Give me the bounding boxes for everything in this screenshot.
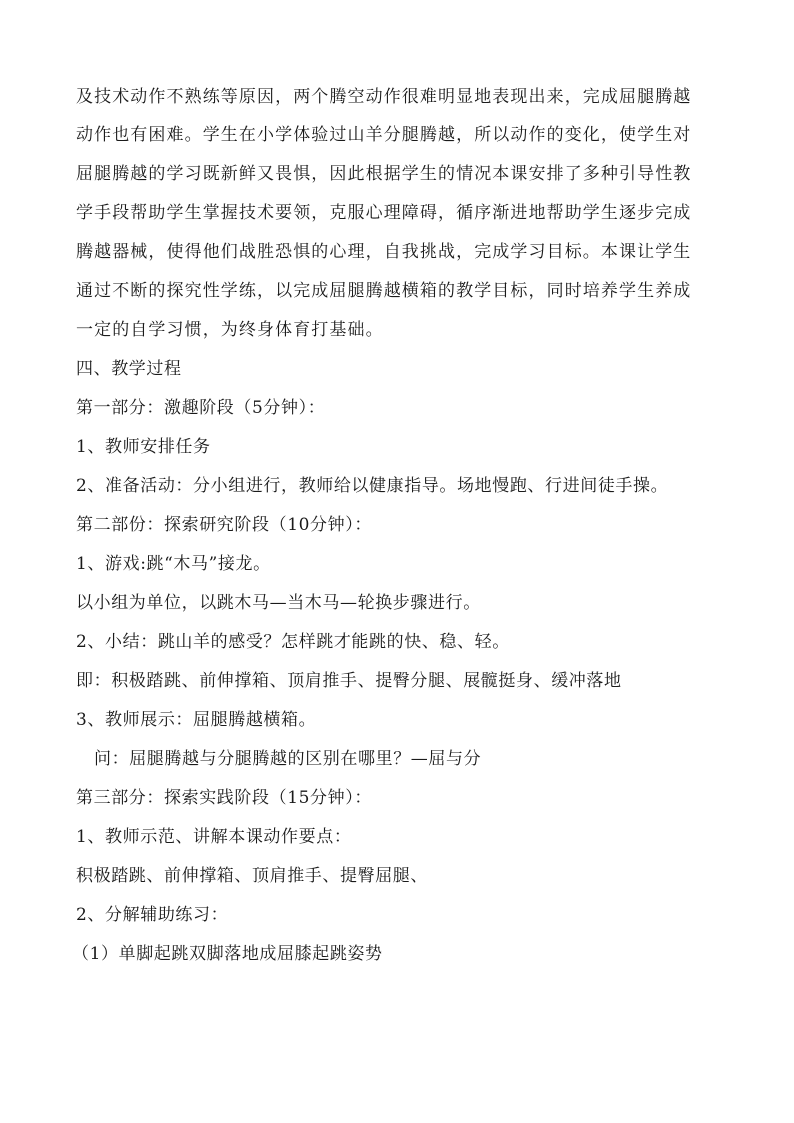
list-item: 2、准备活动：分小组进行，教师给以健康指导。场地慢跑、行进间徒手操。	[76, 476, 669, 496]
list-item: 2、分解辅助练习：	[76, 905, 229, 925]
list-item: 3、教师展示：屈腿腾越横箱。	[76, 710, 317, 730]
paragraph-line: 动作也有困难。学生在小学体验过山羊分腿腾越，所以动作的变化，使学生对	[76, 125, 692, 145]
paragraph-line: 及技术动作不熟练等原因，两个腾空动作很难明显地表现出来，完成屈腿腾越	[76, 87, 692, 107]
part2-heading: 第二部份：探索研究阶段（10分钟）：	[76, 515, 372, 535]
list-item: 以小组为单位，以跳木马—当木马—轮换步骤进行。	[76, 593, 481, 613]
part1-heading: 第一部分：激趣阶段（5分钟）：	[76, 398, 326, 418]
paragraph-line: 屈腿腾越的学习既新鲜又畏惧，因此根据学生的情况本课安排了多种引导性教	[76, 164, 692, 184]
list-item: 1、教师安排任务	[76, 437, 211, 457]
paragraph-line: 腾越器械，使得他们战胜恐惧的心理，自我挑战，完成学习目标。本课让学生	[76, 242, 692, 262]
part3-heading: 第三部分：探索实践阶段（15分钟）：	[76, 788, 372, 808]
list-item: 1、游戏:跳“木马”接龙。	[76, 554, 271, 574]
list-item: 1、教师示范、讲解本课动作要点：	[76, 827, 352, 847]
list-item: 即：积极踏跳、前伸撑箱、顶肩推手、提臀分腿、展髋挺身、缓冲落地	[76, 671, 622, 691]
list-item: 积极踏跳、前伸撑箱、顶肩推手、提臀屈腿、	[76, 866, 428, 886]
section-heading: 四、教学过程	[76, 359, 182, 379]
paragraph-line: 通过不断的探究性学练，以完成屈腿腾越横箱的教学目标，同时培养学生养成	[76, 281, 692, 301]
list-item: 2、小结：跳山羊的感受？怎样跳才能跳的快、稳、轻。	[76, 632, 510, 652]
paragraph-line: 一定的自学习惯，为终身体育打基础。	[76, 320, 384, 340]
question-line: 问：屈腿腾越与分腿腾越的区别在哪里？—屈与分	[94, 749, 482, 769]
sub-list-item: （1）单脚起跳双脚落地成屈膝起跳姿势	[72, 944, 383, 964]
paragraph-line: 学手段帮助学生掌握技术要领，克服心理障碍，循序渐进地帮助学生逐步完成	[76, 203, 692, 223]
